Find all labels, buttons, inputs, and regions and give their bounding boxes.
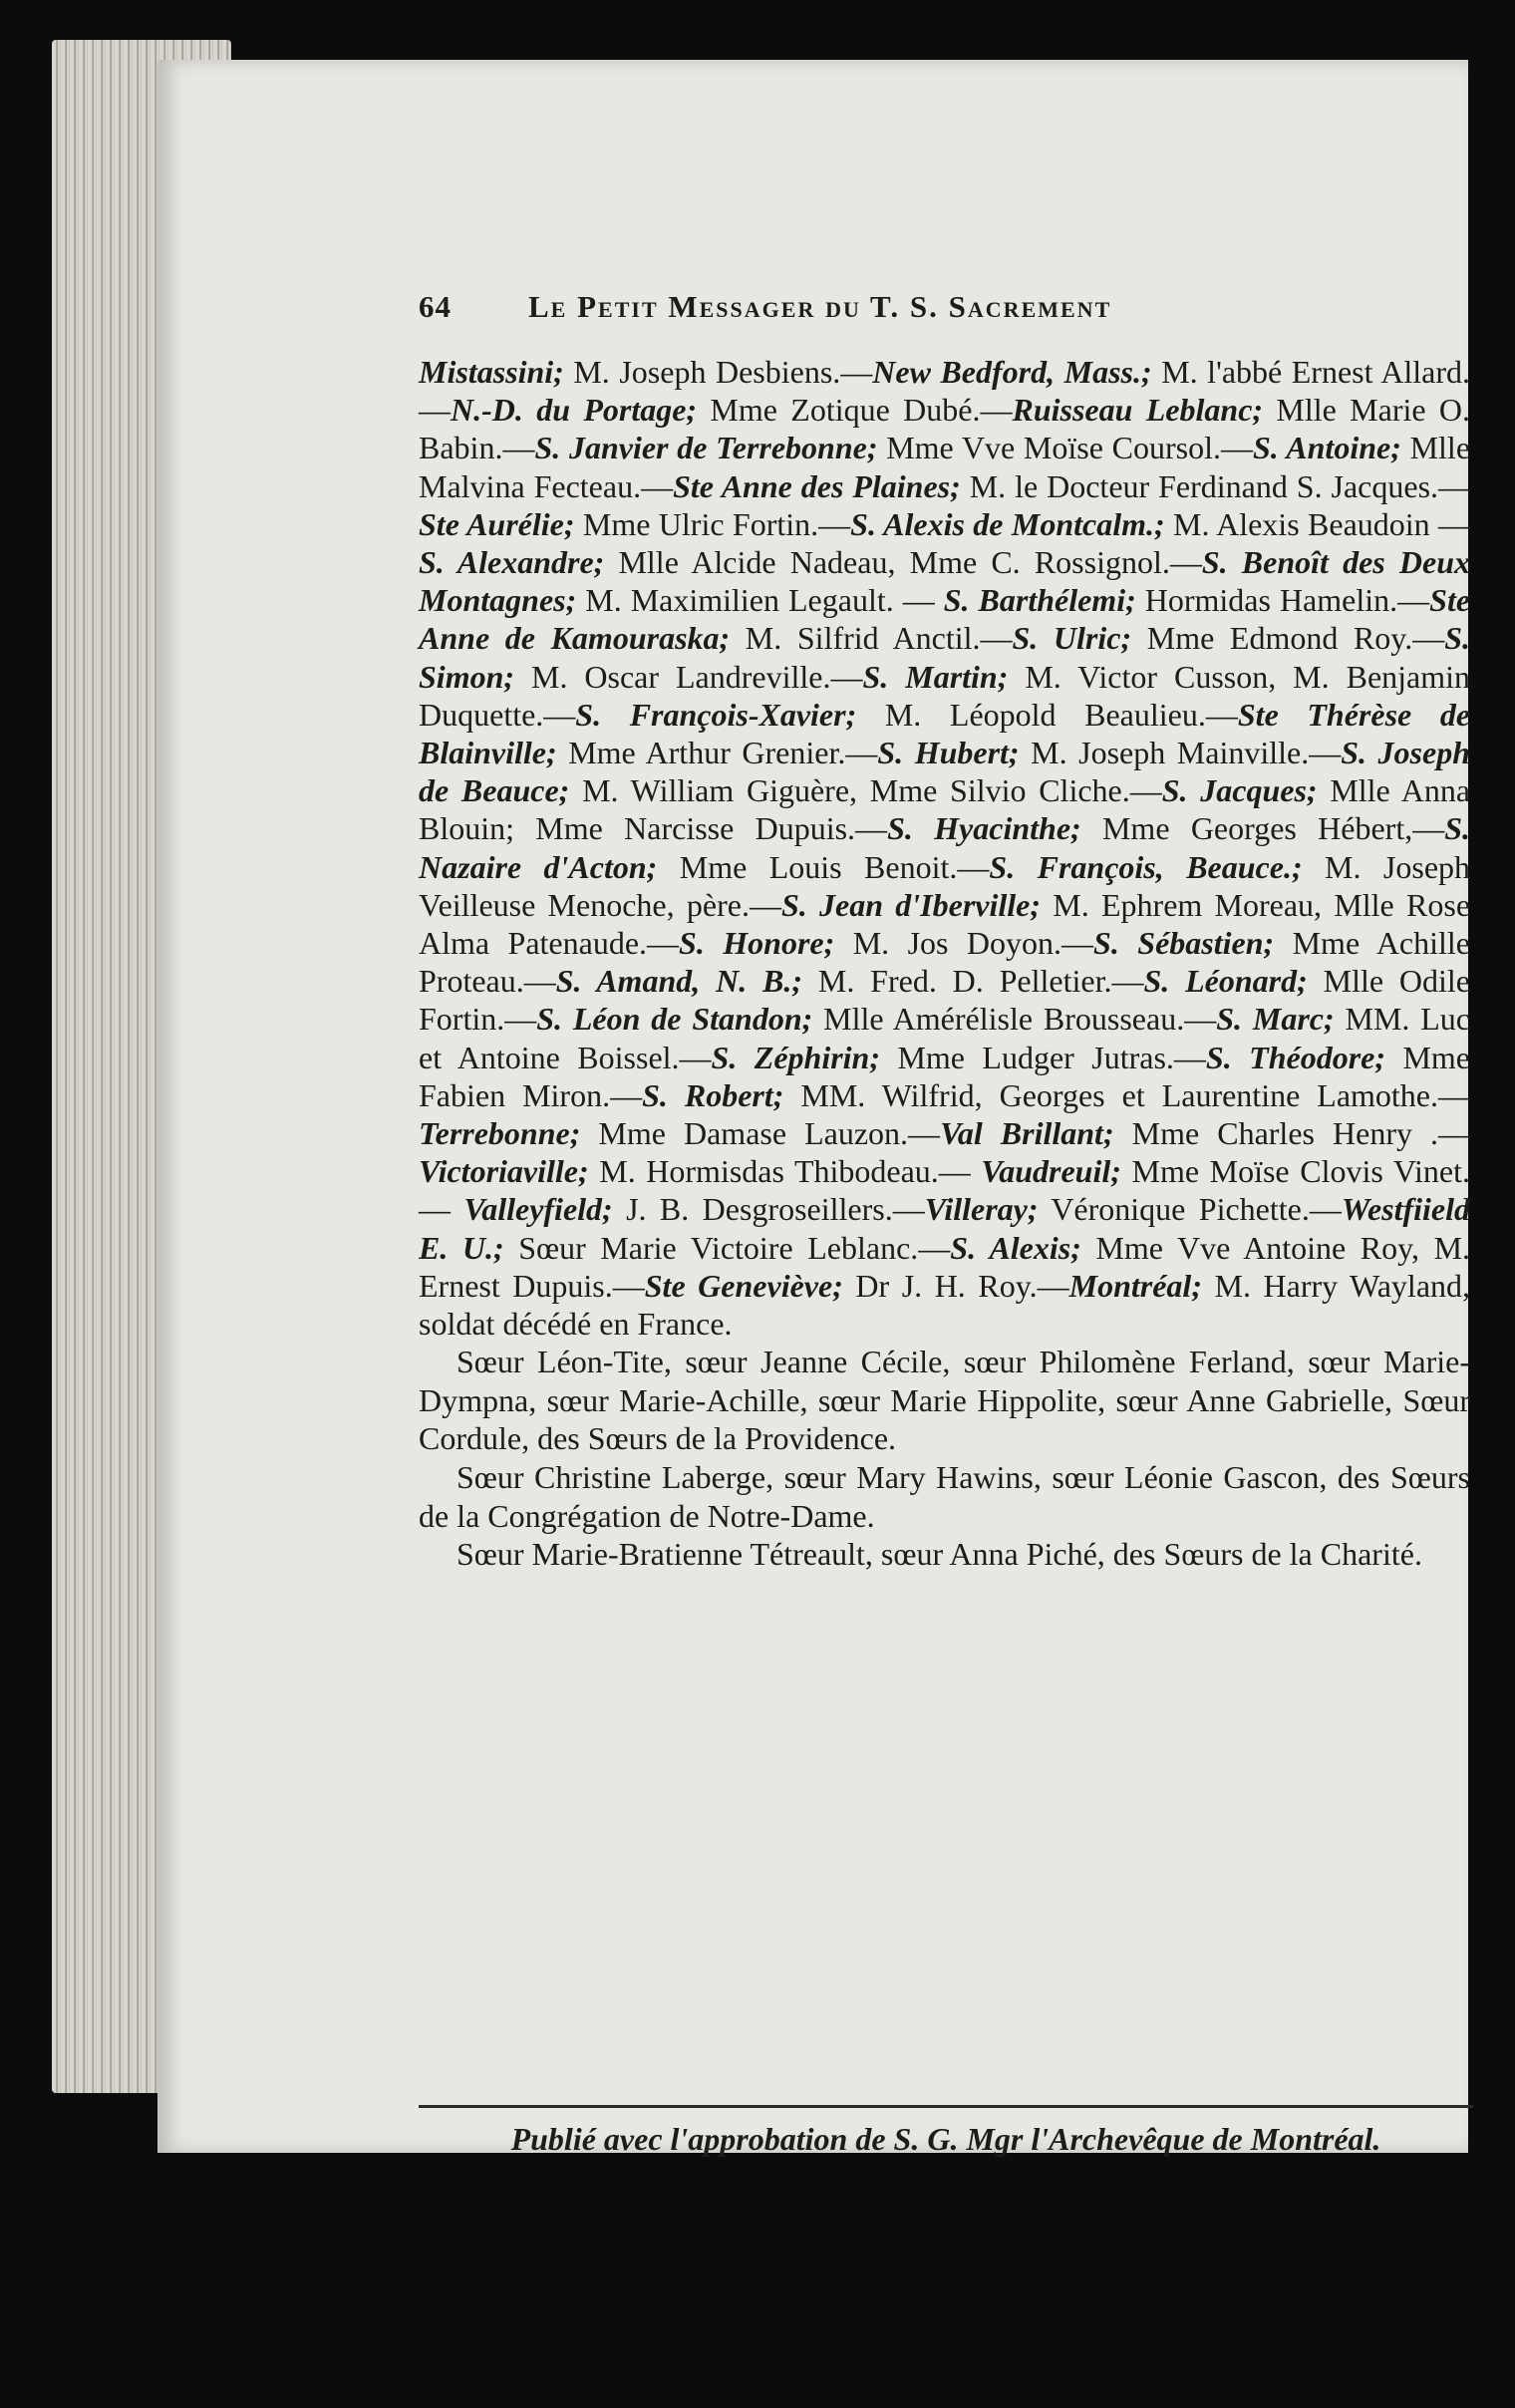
intention-text: M. William Giguère, Mme Silvio Cliche.— <box>569 772 1162 809</box>
footer-rule <box>419 2105 1473 2108</box>
intention-text: MM. Wilfrid, Georges et Laurentine Lamothe.— <box>783 1076 1471 1113</box>
intention-text: Mme Moïse Clovis Vinet.— <box>419 1153 1470 1228</box>
place-name: S. Théodore; <box>1205 1039 1386 1075</box>
intention-text: Mme Charles Henry .— <box>1113 1115 1471 1152</box>
place-name: Valleyfield; <box>463 1191 613 1228</box>
intention-text: M. Jos Doyon.— <box>834 925 1094 962</box>
place-name: Vaudreuil; <box>981 1153 1121 1190</box>
approval-footer: Publié avec l'approbation de S. G. Mgr l'Archevêque de Montréal. <box>510 2121 1381 2157</box>
place-name: S. Hyacinthe; <box>887 810 1081 847</box>
running-title: Le Petit Messager du T. S. Sacrement <box>528 289 1112 324</box>
place-name: S. Ulric; <box>1012 620 1132 657</box>
intention-text: Hormidas Hamelin.— <box>1135 582 1430 619</box>
place-name: S. Alexandre; <box>419 544 605 581</box>
place-name: Ste Thérèse de Blainville; <box>419 696 1471 771</box>
intention-text: Mme Zotique Dubé.— <box>697 392 1013 429</box>
page-number: 64 <box>419 289 452 324</box>
place-name: Val Brillant; <box>940 1115 1114 1152</box>
place-name: Ruisseau Leblanc; <box>1012 392 1264 429</box>
intention-text: Mme Damase Lauzon.— <box>580 1115 941 1152</box>
intention-text: M. Alexis Beaudoin — <box>1164 505 1471 542</box>
place-name: S. Léonard; <box>1143 963 1308 1000</box>
place-name: S. Antoine; <box>1252 430 1401 466</box>
intention-text: Dr J. H. Roy.— <box>842 1267 1069 1304</box>
place-name: S. Robert; <box>642 1076 784 1113</box>
intention-text: Mlle Malvina Fecteau.— <box>419 430 1471 504</box>
intention-text: M. Ephrem Moreau, Mlle Rose Alma Patenaude.— <box>419 886 1471 962</box>
place-name: S. Alexis de Montcalm.; <box>850 505 1165 542</box>
intention-text: Mlle Anna Blouin; Mme Narcisse Dupuis.— <box>419 772 1471 847</box>
place-name: S. Benoît des Deux Montagnes; <box>419 544 1471 619</box>
parish-list-paragraph <box>419 353 1470 1343</box>
place-name: Ste Anne de Kamouraska; <box>419 582 1471 657</box>
place-name: S. Janvier de Terrebonne; <box>534 430 878 466</box>
intention-text: M. Victor Cusson, M. Benjamin Duquette.— <box>419 658 1471 733</box>
place-name: S. Simon; <box>419 620 1471 695</box>
intention-text: Mme Georges Hébert,— <box>1080 810 1445 847</box>
place-name: S. François, Beauce.; <box>989 848 1303 885</box>
intention-text: Mme Louis Benoit.— <box>657 848 990 885</box>
intention-text: M. Léopold Beaulieu.— <box>856 696 1238 733</box>
place-name: S. Alexis; <box>950 1229 1081 1266</box>
place-name: S. Honore; <box>679 925 835 962</box>
intention-text: M. l'abbé Ernest Allard.— <box>419 354 1471 429</box>
intention-text: M. Hormisdas Thibodeau.— <box>588 1153 982 1190</box>
place-name: Westfiield E. U.; <box>419 1191 1471 1266</box>
place-name: S. Zéphirin; <box>711 1039 880 1075</box>
providence-sisters-paragraph: Sœur Léon-Tite, sœur Jeanne Cécile, sœur Philomène Ferland, sœur Marie-Dympna, sœur Marie-Achille, sœur Marie Hippolite, sœur Anne Gabrielle, Sœur Cordule, des Sœurs de la Providence. <box>419 1344 1470 1457</box>
intention-text: MM. Luc et Antoine Boissel.— <box>419 1001 1471 1075</box>
intention-text: Mme Ulric Fortin.— <box>574 505 851 542</box>
place-name: Terrebonne; <box>419 1115 581 1152</box>
intention-text: Sœur Marie Victoire Leblanc.— <box>503 1229 951 1266</box>
place-name: Ste Aurélie; <box>419 505 575 542</box>
place-name: S. Barthélemi; <box>943 582 1136 619</box>
intention-text: M. Joseph Mainville.— <box>1019 735 1342 771</box>
place-name: Ste Anne des Plaines; <box>673 467 961 504</box>
place-name: Montréal; <box>1068 1267 1202 1304</box>
place-name: S. Joseph de Beauce; <box>419 735 1470 809</box>
intention-text: M. Maximilien Legault. — <box>576 582 944 619</box>
intention-text: Mme Arthur Grenier.— <box>556 735 878 771</box>
place-name: S. Léon de Standon; <box>536 1001 813 1038</box>
intention-text: M. Harry Wayland, soldat décédé en France. <box>419 1267 1471 1343</box>
intention-text: Mme Vve Antoine Roy, M. Ernest Dupuis.— <box>419 1229 1471 1304</box>
place-name: S. Amand, N. B.; <box>555 963 803 1000</box>
place-name: N.-D. du Portage; <box>451 392 698 429</box>
intention-text: M. Fred. D. Pelletier.— <box>802 963 1144 1000</box>
place-name: S. Nazaire d'Acton; <box>419 810 1471 885</box>
intention-text: Mme Edmond Roy.— <box>1131 620 1445 657</box>
place-name: Mistassini; <box>419 354 564 390</box>
intention-text: Mme Achille Proteau.— <box>419 925 1471 1000</box>
page-content <box>419 289 1470 1574</box>
intention-text: M. Oscar Landreville.— <box>514 658 863 695</box>
intention-text: M. Joseph Desbiens.— <box>563 354 873 390</box>
congregation-sisters-paragraph: Sœur Christine Laberge, sœur Mary Hawins, sœur Léonie Gascon, des Sœurs de la Congrégation de Notre-Dame. <box>419 1459 1470 1534</box>
charity-sisters-paragraph: Sœur Marie-Bratienne Tétreault, sœur Anna Piché, des Sœurs de la Charité. <box>456 1536 1422 1573</box>
intention-text: M. le Docteur Ferdinand S. Jacques.— <box>960 467 1471 504</box>
intention-text: Mlle Marie O. Babin.— <box>419 392 1471 466</box>
intention-text: Mme Fabien Miron.— <box>419 1039 1470 1113</box>
place-name: S. Hubert; <box>877 735 1020 771</box>
intention-text: M. Joseph Veilleuse Menoche, père.— <box>419 848 1471 923</box>
intention-text: Mlle Amérélisle Brousseau.— <box>812 1001 1217 1038</box>
place-name: S. Martin; <box>862 658 1009 695</box>
intention-text: M. Silfrid Anctil.— <box>730 620 1013 657</box>
intention-text: Mme Vve Moïse Coursol.— <box>877 430 1253 466</box>
place-name: S. Marc; <box>1216 1001 1335 1038</box>
place-name: Victoriaville; <box>419 1153 589 1190</box>
page-header <box>419 289 1470 325</box>
place-name: S. Jean d'Iberville; <box>780 886 1042 923</box>
place-name: New Bedford, Mass.; <box>872 354 1152 390</box>
place-name: Ste Geneviève; <box>644 1267 843 1304</box>
place-name: Villeray; <box>924 1191 1039 1228</box>
place-name: S. François-Xavier; <box>575 696 857 733</box>
intention-text: Mlle Odile Fortin.— <box>419 963 1470 1038</box>
place-name: S. Sébastien; <box>1093 925 1275 962</box>
intention-text: J. B. Desgroseillers.— <box>612 1191 925 1228</box>
intention-text: Mlle Alcide Nadeau, Mme C. Rossignol.— <box>604 544 1202 581</box>
intention-text: Mme Ludger Jutras.— <box>880 1039 1206 1075</box>
place-name: S. Jacques; <box>1161 772 1318 809</box>
intention-text: Véronique Pichette.— <box>1038 1191 1342 1228</box>
